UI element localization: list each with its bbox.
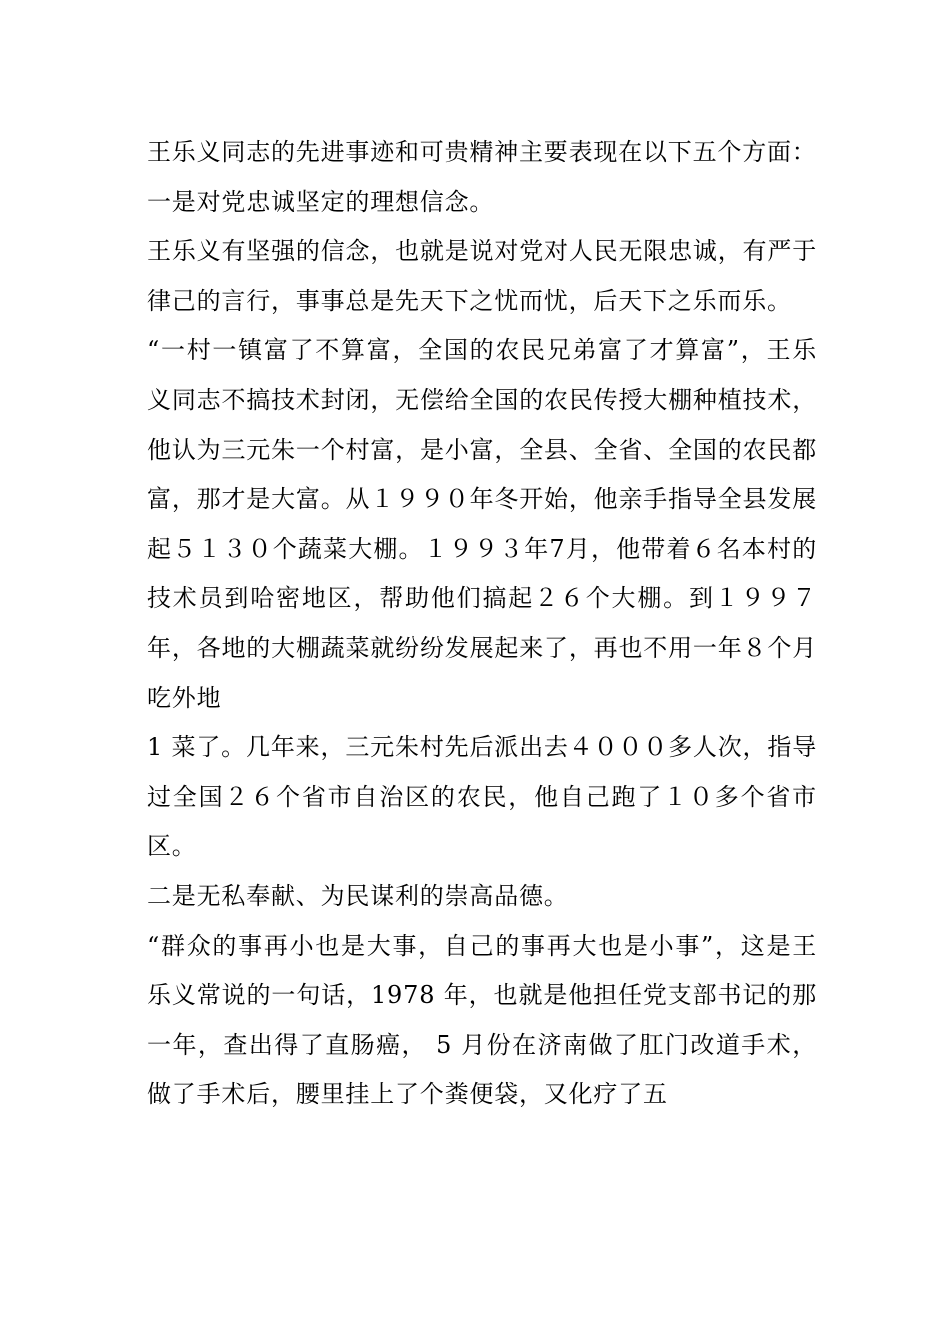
paragraph-heading-two: 二是无私奉献、为民谋利的崇高品德。 xyxy=(147,881,569,910)
document-body xyxy=(147,128,817,1120)
paragraph-heading-one: 一是对党忠诚坚定的理想信念。 xyxy=(147,187,495,216)
paragraph-dedication: “群众的事再小也是大事，自己的事再大也是小事”，这是王乐义常说的一句话，1978 年，也就是他担任党支部书记的那一年，查出得了直肠癌， 5 月份在济南做了肛门改道手术，做了手术后，腰里挂上了个粪便袋，又化疗了五 xyxy=(147,931,817,1109)
paragraph-belief: 王乐义有坚强的信念，也就是说对党对人民无限忠诚，有严于律己的言行，事事总是先天下之忧而忧，后天下之乐而乐。 xyxy=(147,237,817,315)
paragraph-continuation: 1 菜了。几年来，三元朱村先后派出去４０００多人次，指导过全国２６个省市自治区的农民，他自己跑了１０多个省市区。 xyxy=(147,733,817,861)
paragraph-technology-sharing: “一村一镇富了不算富，全国的农民兄弟富了才算富”，王乐义同志不搞技术封闭，无偿给全国的农民传授大棚种植技术，他认为三元朱一个村富，是小富，全县、全省、全国的农民都富，那才是大富。从１９９０年冬开始，他亲手指导全县发展起５１３０个蔬菜大棚。１９９３年7月，他带着６名本村的技术员到哈密地区，帮助他们搞起２６个大棚。到１９９７年，各地的大棚蔬菜就纷纷发展起来了，再也不用一年８个月吃外地 xyxy=(147,336,817,712)
paragraph-intro: 王乐义同志的先进事迹和可贵精神主要表现在以下五个方面： xyxy=(147,138,817,166)
